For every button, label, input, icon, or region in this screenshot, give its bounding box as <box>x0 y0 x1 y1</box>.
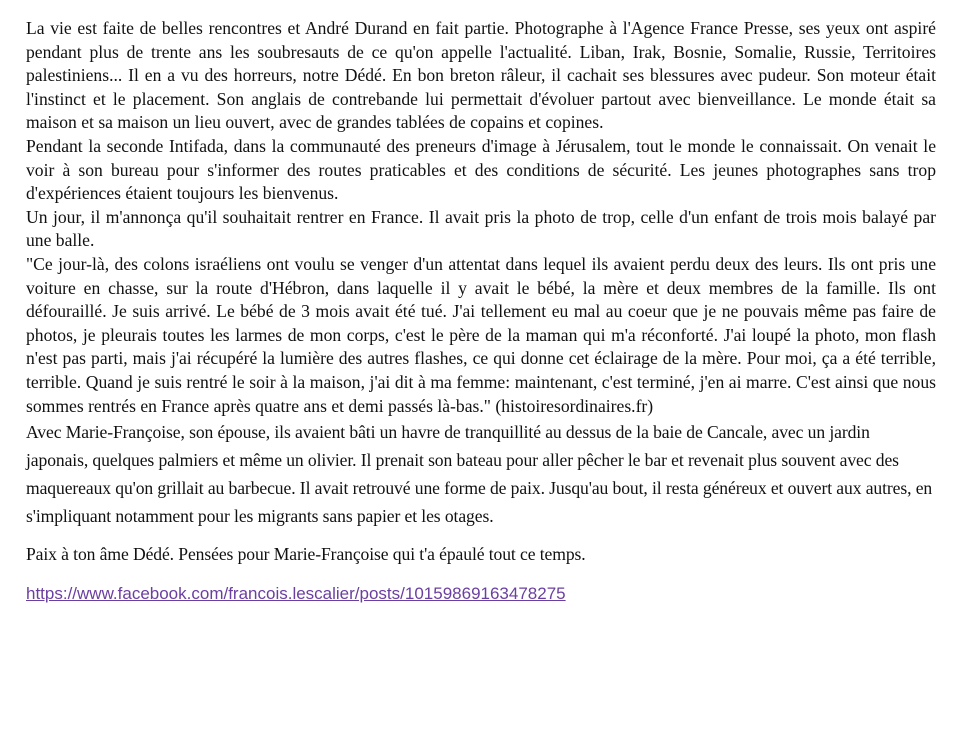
paragraph-intifada: Pendant la seconde Intifada, dans la communauté des preneurs d'image à Jérusalem, tout le monde le connaissait. On venait le voir à son bureau pour s'informer des routes praticables et des conditions de sécurité. Les jeunes photographes sans trop d'expériences étaient toujours les bienvenus. <box>26 135 936 204</box>
paragraph-closing: Paix à ton âme Dédé. Pensées pour Marie-Françoise qui t'a épaulé tout ce temps. <box>26 544 586 565</box>
source-link-line <box>26 582 936 606</box>
paragraph-return: Un jour, il m'annonça qu'il souhaitait rentrer en France. Il avait pris la photo de trop, celle d'un enfant de trois mois balayé par une balle. <box>26 206 936 251</box>
paragraph-gap <box>26 530 936 540</box>
paragraph-cancale: Avec Marie-Françoise, son épouse, ils avaient bâti un havre de tranquillité au dessus de la baie de Cancale, avec un jardin japonais, quelques palmiers et même un olivier. Il prenait son bateau pour aller pêcher le bar et revenait plus souvent avec des maquereaux qu'on grillait au barbecue. Il avait retrouvé une forme de paix. Jusqu'au bout, il resta généreux et ouvert aux autres, en s'impliquant notamment pour les migrants sans papier et les otages. <box>26 422 933 527</box>
paragraph-quote: "Ce jour-là, des colons israéliens ont voulu se venger d'un attentat dans lequel ils avaient perdu deux des leurs. Ils ont pris une voiture en chasse, sur la route d'Hébron, dans laquelle il y avait le bébé, la mère et deux membres de la famille. Ils ont défouraillé. Je suis arrivé. Le bébé de 3 mois avait été tué. J'ai tellement eu mal au coeur que je ne pouvais même pas faire de photos, je pleurais toutes les larmes de mon corps, c'est le père de la maman qui m'a réconforté. J'ai loupé la photo, mon flash n'est pas parti, mais j'ai récupéré la lumière des autres flashes, ce qui donne cet éclairage de la mère. Pour moi, ça a été terrible, terrible. Quand je suis rentré le soir à la maison, j'ai dit à ma femme: maintenant, c'est terminé, j'en ai marre. C'est ainsi que nous sommes rentrés en France après quatre ans et demi passés là-bas." (histoiresordinaires.fr) <box>26 253 936 416</box>
paragraph-intro: La vie est faite de belles rencontres et André Durand en fait partie. Photographe à l'Agence France Presse, ses yeux ont aspiré pendant plus de trente ans les soubresauts de ce qu'on appelle l'actualité. Liban, Irak, Bosnie, Somalie, Russie, Territoires palestiniens... Il en a vu des horreurs, notre Dédé. En bon breton râleur, il cachait ses blessures avec pudeur. Son moteur était l'instinct et le placement. Son anglais de contrebande lui permettait d'évoluer partout avec bienveillance. Le monde était sa maison et sa maison un lieu ouvert, avec de grandes tablées de copains et copines. <box>26 18 936 133</box>
document-body <box>26 17 936 606</box>
source-link[interactable]: https://www.facebook.com/francois.lescalier/posts/10159869163478275 <box>26 584 566 604</box>
